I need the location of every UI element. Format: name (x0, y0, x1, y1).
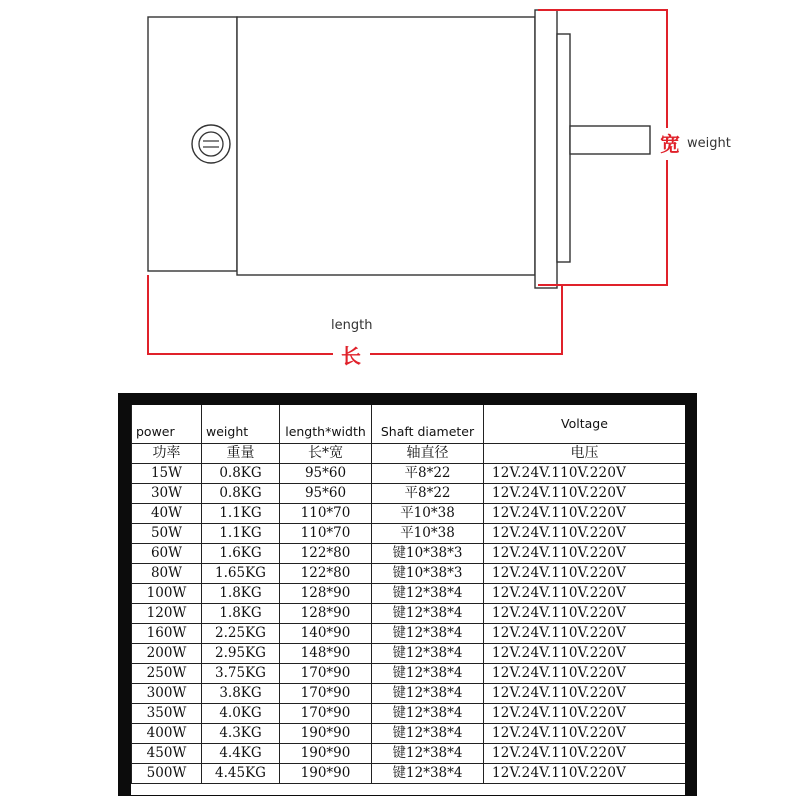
spec-table (131, 405, 685, 784)
cell-weight: 1.65KG (202, 564, 280, 584)
width-label: weight (687, 136, 731, 151)
cell-length-width: 110*70 (280, 524, 372, 544)
cell-power: 500W (132, 764, 202, 784)
cell-power: 200W (132, 644, 202, 664)
cell-length-width: 128*90 (280, 604, 372, 624)
cell-shaft: 平8*22 (372, 484, 484, 504)
cell-power: 30W (132, 484, 202, 504)
table-row (132, 664, 686, 684)
cell-voltage: 12V.24V.110V.220V (484, 524, 686, 544)
cell-weight: 4.3KG (202, 724, 280, 744)
cell-voltage: 12V.24V.110V.220V (484, 684, 686, 704)
cell-shaft: 键12*38*4 (372, 584, 484, 604)
cell-length-width: 170*90 (280, 704, 372, 724)
cell-voltage: 12V.24V.110V.220V (484, 604, 686, 624)
cell-voltage: 12V.24V.110V.220V (484, 484, 686, 504)
cell-length-width: 128*90 (280, 584, 372, 604)
cell-shaft: 键12*38*4 (372, 764, 484, 784)
header-length-width: length*width (280, 405, 372, 444)
header-zh-length-width: 长*宽 (280, 444, 372, 464)
motor-flange-inner (557, 34, 570, 262)
cell-voltage: 12V.24V.110V.220V (484, 724, 686, 744)
header-zh-power: 功率 (132, 444, 202, 464)
cell-power: 120W (132, 604, 202, 624)
cell-weight: 1.8KG (202, 584, 280, 604)
cell-length-width: 170*90 (280, 684, 372, 704)
table-row (132, 544, 686, 564)
motor-flange (535, 10, 557, 288)
cell-weight: 1.1KG (202, 524, 280, 544)
cell-weight: 1.6KG (202, 544, 280, 564)
cell-power: 250W (132, 664, 202, 684)
header-power: power (132, 405, 202, 444)
cell-length-width: 190*90 (280, 724, 372, 744)
cell-shaft: 平8*22 (372, 464, 484, 484)
table-row (132, 604, 686, 624)
cell-shaft: 键10*38*3 (372, 544, 484, 564)
spec-table-container (131, 405, 685, 795)
motor-shaft (570, 126, 650, 154)
cell-shaft: 键12*38*4 (372, 704, 484, 724)
cell-power: 80W (132, 564, 202, 584)
cell-power: 300W (132, 684, 202, 704)
header-zh-weight: 重量 (202, 444, 280, 464)
table-row (132, 704, 686, 724)
cell-shaft: 键12*38*4 (372, 604, 484, 624)
cell-length-width: 95*60 (280, 484, 372, 504)
cell-length-width: 110*70 (280, 504, 372, 524)
cell-weight: 4.4KG (202, 744, 280, 764)
cell-shaft: 平10*38 (372, 524, 484, 544)
table-row (132, 504, 686, 524)
header-zh-voltage: 电压 (484, 444, 686, 464)
cell-power: 15W (132, 464, 202, 484)
cell-shaft: 键12*38*4 (372, 724, 484, 744)
cell-length-width: 190*90 (280, 744, 372, 764)
motor-dimension-diagram (0, 0, 800, 380)
cell-voltage: 12V.24V.110V.220V (484, 644, 686, 664)
table-row (132, 584, 686, 604)
cell-shaft: 键10*38*3 (372, 564, 484, 584)
cell-shaft: 键12*38*4 (372, 624, 484, 644)
header-row-zh (132, 444, 686, 464)
cell-voltage: 12V.24V.110V.220V (484, 624, 686, 644)
cell-voltage: 12V.24V.110V.220V (484, 584, 686, 604)
cell-voltage: 12V.24V.110V.220V (484, 744, 686, 764)
cell-power: 40W (132, 504, 202, 524)
cell-length-width: 170*90 (280, 664, 372, 684)
cell-voltage: 12V.24V.110V.220V (484, 704, 686, 724)
cell-length-width: 122*80 (280, 564, 372, 584)
cell-power: 350W (132, 704, 202, 724)
cell-length-width: 122*80 (280, 544, 372, 564)
cell-weight: 2.25KG (202, 624, 280, 644)
table-row (132, 524, 686, 544)
cell-weight: 3.75KG (202, 664, 280, 684)
length-dimension-line-right (370, 285, 562, 354)
cell-weight: 1.8KG (202, 604, 280, 624)
table-row (132, 644, 686, 664)
header-shaft-diameter: Shaft diameter (372, 405, 484, 444)
cell-voltage: 12V.24V.110V.220V (484, 464, 686, 484)
cell-power: 60W (132, 544, 202, 564)
cell-shaft: 键12*38*4 (372, 664, 484, 684)
table-row (132, 484, 686, 504)
cell-shaft: 键12*38*4 (372, 744, 484, 764)
cell-weight: 3.8KG (202, 684, 280, 704)
cell-power: 100W (132, 584, 202, 604)
table-row (132, 564, 686, 584)
header-zh-shaft: 轴直径 (372, 444, 484, 464)
cell-weight: 4.45KG (202, 764, 280, 784)
cell-length-width: 140*90 (280, 624, 372, 644)
cell-power: 450W (132, 744, 202, 764)
header-voltage: Voltage (484, 405, 686, 444)
table-row (132, 764, 686, 784)
cell-power: 400W (132, 724, 202, 744)
cell-weight: 4.0KG (202, 704, 280, 724)
header-weight: weight (202, 405, 280, 444)
cell-weight: 1.1KG (202, 504, 280, 524)
cell-length-width: 190*90 (280, 764, 372, 784)
motor-body (237, 17, 535, 275)
cell-voltage: 12V.24V.110V.220V (484, 564, 686, 584)
cell-voltage: 12V.24V.110V.220V (484, 544, 686, 564)
table-row (132, 464, 686, 484)
header-row-en (132, 405, 686, 444)
cell-voltage: 12V.24V.110V.220V (484, 764, 686, 784)
cell-shaft: 平10*38 (372, 504, 484, 524)
cell-length-width: 148*90 (280, 644, 372, 664)
length-char: 长 (341, 344, 361, 368)
cell-voltage: 12V.24V.110V.220V (484, 664, 686, 684)
width-char: 宽 (660, 132, 680, 156)
cell-length-width: 95*60 (280, 464, 372, 484)
table-row (132, 624, 686, 644)
cell-power: 160W (132, 624, 202, 644)
cell-weight: 2.95KG (202, 644, 280, 664)
cell-voltage: 12V.24V.110V.220V (484, 504, 686, 524)
table-row (132, 744, 686, 764)
cell-weight: 0.8KG (202, 464, 280, 484)
length-dimension-line (148, 275, 333, 354)
cell-weight: 0.8KG (202, 484, 280, 504)
cell-shaft: 键12*38*4 (372, 644, 484, 664)
length-label: length (331, 318, 373, 333)
cell-shaft: 键12*38*4 (372, 684, 484, 704)
table-row (132, 724, 686, 744)
table-row (132, 684, 686, 704)
cell-power: 50W (132, 524, 202, 544)
